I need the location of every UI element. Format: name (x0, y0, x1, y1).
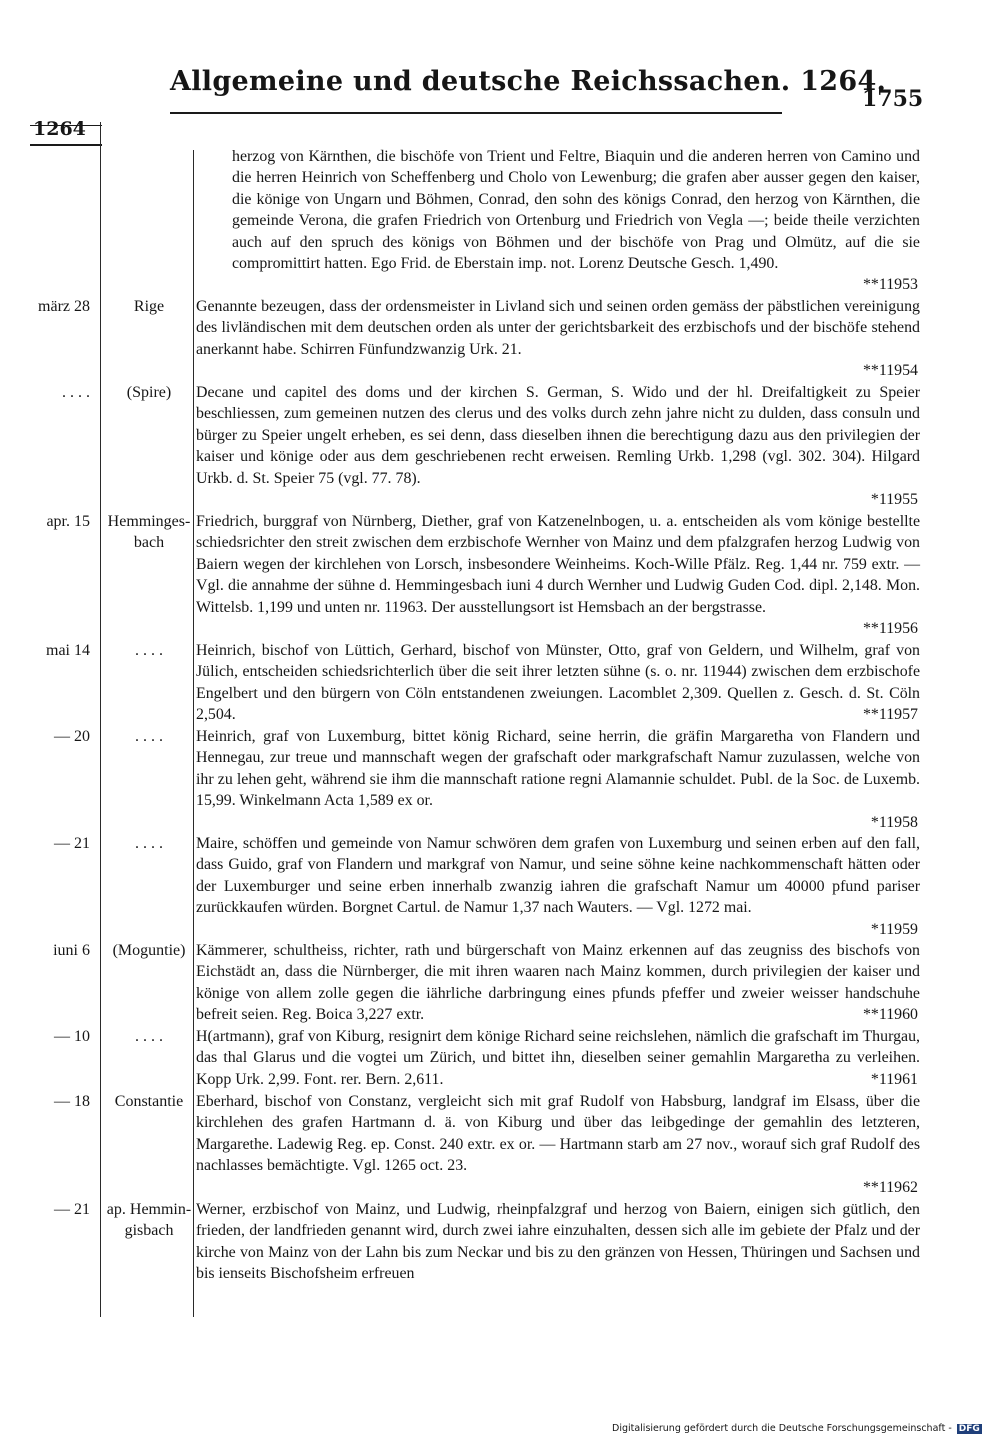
entry-place: (Moguntie) (112, 942, 186, 959)
entry-text: herzog von Kärnthen, die bischöfe von Trient und Feltre, Biaquin und die anderen herren von Camino und die herren Heinrich von Scheffenberg und Cholo von Lewenburg; die grafen aber ausser gegen den kaiser, die könige von Ungarn und Böhmen, Conrad, den sohn des königs Conrad, den herzog von Kärnthen, die gemeinde Verona, die grafen Friedrich von Ortenburg und Friedrich von Vegla —; beide theile verzichten auch auf den spruch des königs von Böhmen und der bischöfe von Prag und Olmütz, auf die sie compromittirt hatten. Ego Frid. de Eberstain imp. not. Lorenz Deutsche Gesch. 1,490. (232, 148, 920, 273)
entry-text: Decane und capitel des doms und der kirchen S. German, S. Wido und der hl. Dreifaltigkeit zu Speier beschliessen, zum gemeinen nutzen des clerus und des volks durch zehn jahre nicht zu dulden, dass consuln und bürger zu Speier ungelt erheben, es sei denn, dass dieselben ihnen die berechtigung dazu aus den privilegien der kaiser und könige oder aus dem geschriebenen recht erweisen. Remling Urkb. 1,298 (vgl. 302. 304). Hilgard Urkb. d. St. Speier 75 (vgl. 77. 78). (196, 384, 920, 487)
entry-place: . . . . (135, 1028, 163, 1045)
entry-text: Eberhard, bischof von Constanz, vergleicht sich mit graf Rudolf von Habsburg, landgraf im Elsass, über die kirchlehen des grafen Hartmann d. ä. von Kiburg und über das leibgedinge der gemahlin des letzteren, Margarethe. Ladewig Reg. ep. Const. 240 extr. ex or. — Hartmann starb am 27 nov., worauf sich graf Rudolf des nachlasses bemächtigte. Vgl. 1265 oct. 23. (196, 1093, 920, 1175)
entry-date: — 10 (54, 1028, 90, 1045)
entry-date: — 21 (54, 1201, 90, 1218)
year-rule (30, 144, 102, 146)
entry-text: Heinrich, bischof von Lüttich, Gerhard, bischof von Münster, Otto, graf von Geldern, und Wilhelm, graf von Jülich, entscheiden schiedsrichterlich über die seit ihrer letzten sühne (s. o. nr. 11944) zwischen dem erzbischofe Engelbert und den bürgern von Cöln entstandenen zweiungen. Lacomblet 2,309. Quellen z. Gesch. d. St. Cöln 2,504. (196, 642, 920, 724)
entry-reference-number: **11954 (862, 362, 918, 379)
credit-text: Digitalisierung gefördert durch die Deutsche Forschungsgemeinschaft - (612, 1423, 952, 1434)
entry-reference-number: **11956 (862, 620, 918, 637)
entry-reference-number: *11961 (870, 1071, 918, 1088)
entry-date: — 21 (54, 835, 90, 852)
entry-place: ap. Hemmin-gisbach (106, 1201, 192, 1240)
entry-place: . . . . (135, 728, 163, 745)
running-title: Allgemeine und deutsche Reichssachen. 1264. (170, 66, 887, 97)
entry-date: märz 28 (38, 298, 90, 315)
entry-place: Rige (133, 298, 165, 315)
entry-text: Friedrich, burggraf von Nürnberg, Diether, graf von Katzenelnbogen, u. a. entscheiden als vom könige bestellte schiedsrichter den streit zwischen dem erzbischofe Wernher von Mainz und dem pfalzgrafen herzog Ludwig von Baiern wegen der kirchlehen von Lorsch, insbesondere Weinheims. Koch-Wille Pfälz. Reg. 1,44 nr. 759 extr. — Vgl. die annahme der sühne d. Hemmingesbach iuni 4 durch Wernher und Ludwig Guden Cod. dipl. 2,148. Mon. Wittelsb. 1,199 und unten nr. 11963. Der ausstellungsort ist Hemsbach an der bergstrasse. (196, 513, 920, 616)
entry-text: Werner, erzbischof von Mainz, und Ludwig, rheinpfalzgraf und herzog von Baiern, einigen sich gütlich, den frieden, der landfrieden genannt wird, durch zwei iahre einzuhalten, dessen sich alle im gebiete der Pfalz und der kirche von Mainz von der Lahn bis zum Neckar und bis zu den gränzen von Hessen, Thüringen und Sachsen und bis ienseits Bischofsheim erfreuen (196, 1201, 920, 1283)
entry-text: Maire, schöffen und gemeinde von Namur schwören dem grafen von Luxemburg und seinen erben auf den fall, dass Guido, graf von Flandern und markgraf von Namur, und seine söhne keine nachkommenschaft hätten oder der Luxemburger und seine erben innerhalb zwanzig iahren die grafschaft Namur um 40000 pfund pariser zurückkaufen würden. Borgnet Cartul. de Namur 1,37 nach Wauters. — Vgl. 1272 mai. (196, 835, 920, 917)
entry-reference-number: *11958 (870, 814, 918, 831)
entry-date: iuni 6 (53, 942, 90, 959)
entry-place: . . . . (135, 835, 163, 852)
entry-reference-number: **11962 (862, 1179, 918, 1196)
entry-date: apr. 15 (46, 513, 90, 530)
entry-text: H(artmann), graf von Kiburg, resignirt dem könige Richard seine reichslehen, nämlich die grafschaft im Thurgau, das thal Glarus und die vogtei um Zürich, und bittet ihn, dieselben seiner gemahlin Margaretha zu verleihen. Kopp Urk. 2,99. Font. rer. Bern. 2,611. (196, 1028, 920, 1088)
entry-text: Kämmerer, schultheiss, richter, rath und bürgerschaft von Mainz erkennen auf das zeugniss des bischofs von Eichstädt an, dass die Nürnberger, die mit ihren waaren nach Mainz kommen, durch privilegien der kaiser und könige von allem zolle gegen die iährliche darbringung eines pfunds pfeffer und zweier weisser handschuhe befreit seien. Reg. Boica 3,227 extr. (196, 942, 920, 1024)
entry-date: — 20 (54, 728, 90, 745)
header-rule (170, 112, 782, 114)
digitization-credit (612, 1423, 982, 1434)
dfg-logo: DFG (958, 1424, 980, 1434)
entry-reference-number: **11957 (862, 706, 918, 723)
entry-place: Hemminges-bach (107, 513, 191, 552)
entry-text: Heinrich, graf von Luxemburg, bittet könig Richard, seine herrin, die gräfin Margaretha von Flandern und Hennegau, zur treue und mannschaft wegen der grafschaft oder markgrafschaft Namur zuzulassen, welche von ihr zu lehen geht, während sie ihm die mannschaft ratione regni Alamannie schuldet. Publ. de la Soc. de Luxemb. 15,99. Winkelmann Acta 1,589 ex or. (196, 728, 920, 810)
page-number: 1755 (862, 86, 924, 112)
entry-reference-number: *11955 (870, 491, 918, 508)
entry-reference-number: *11959 (870, 921, 918, 938)
column-divider-date (100, 122, 101, 1317)
entry-date: mai 14 (46, 642, 90, 659)
entry-reference-number: **11960 (862, 1006, 918, 1023)
entry-place: . . . . (135, 642, 163, 659)
entry-date: — 18 (54, 1093, 90, 1110)
entry-place: (Spire) (126, 384, 172, 401)
entry-text: Genannte bezeugen, dass der ordensmeister in Livland sich und seinen orden gemäss der päbstlichen vereinigung des livländischen mit dem deutschen orden als unter der gerichtsbarkeit des erzbischofs und der bischöfe stehend anerkannt habe. Schirren Fünfundzwanzig Urk. 21. (196, 298, 920, 358)
entry-place: Constantie (114, 1093, 184, 1110)
entry-date: . . . . (62, 384, 90, 401)
year-label: 1264 (33, 118, 86, 140)
entry-reference-number: **11953 (862, 276, 918, 293)
